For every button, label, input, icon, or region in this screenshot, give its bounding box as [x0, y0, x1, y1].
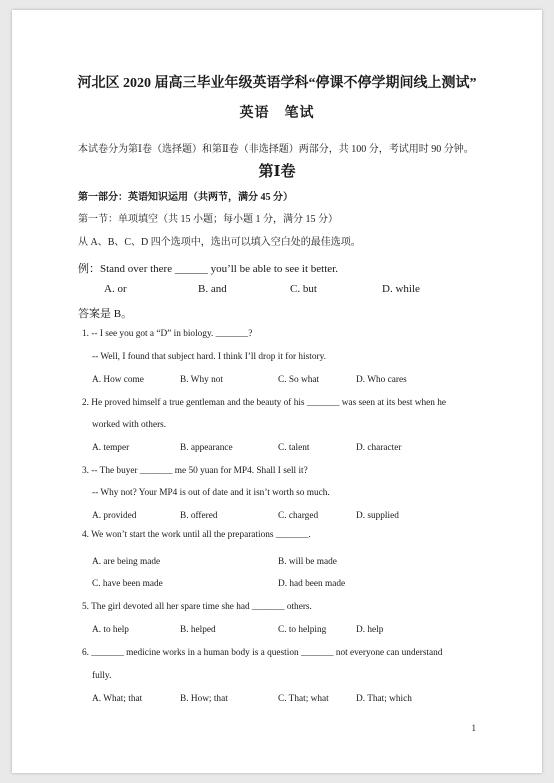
- exam-subtitle: 英语 笔试: [239, 106, 315, 121]
- exam-intro: 本试卷分为第Ⅰ卷（选择题）和第Ⅱ卷（非选择题）两部分，共 100 分，考试用时 90 分钟。: [78, 144, 474, 155]
- question-2-option-d: D. character: [356, 443, 402, 453]
- question-4-option-a: A. are being made: [92, 557, 161, 567]
- question-3-option-c: C. charged: [278, 511, 319, 521]
- example-option-c: C. but: [290, 283, 317, 295]
- question-5-option-c: C. to helping: [278, 625, 327, 635]
- question-6-option-c: C. That; what: [278, 694, 329, 704]
- question-4-option-d: D. had been made: [278, 579, 346, 589]
- question-1-option-b: B. Why not: [180, 375, 223, 385]
- question-2-option-a: A. temper: [92, 443, 130, 453]
- question-3-option-a: A. provided: [92, 511, 137, 521]
- question-5-option-d: D. help: [356, 625, 384, 635]
- question-4-line-1: 4. We won’t start the work until all the preparations _______.: [82, 530, 311, 540]
- question-1-option-d: D. Who cares: [356, 375, 407, 385]
- question-2-option-b: B. appearance: [180, 443, 233, 453]
- question-5-option-b: B. helped: [180, 625, 216, 635]
- question-2-option-c: C. talent: [278, 443, 310, 453]
- example-option-b: B. and: [198, 283, 227, 295]
- question-6-option-a: A. What; that: [92, 694, 143, 704]
- question-1-option-a: A. How come: [92, 375, 144, 385]
- part-heading: 第一部分：英语知识运用（共两节，满分 45 分）: [78, 192, 293, 203]
- question-2-line-2: worked with others.: [92, 420, 167, 430]
- section-heading: 第一节：单项填空（共 15 小题；每小题 1 分，满分 15 分）: [78, 214, 338, 225]
- page-number: 1: [471, 723, 476, 733]
- example-answer: 答案是 B。: [78, 308, 133, 320]
- question-6-line-2: fully.: [92, 671, 112, 681]
- question-4-option-b: B. will be made: [278, 557, 337, 567]
- question-1-line-2: -- Well, I found that subject hard. I think I’ll drop it for history.: [92, 352, 326, 362]
- example-option-d: D. while: [382, 283, 420, 295]
- question-6-option-d: D. That; which: [356, 694, 412, 704]
- question-3-line-1: 3. -- The buyer _______ me 50 yuan for MP4. Shall I sell it?: [82, 466, 308, 476]
- question-6-option-b: B. How; that: [180, 694, 228, 704]
- question-1-line-1: 1. -- I see you got a “D” in biology. _______?: [82, 329, 253, 339]
- question-3-line-2: -- Why not? Your MP4 is out of date and it isn’t worth so much.: [92, 488, 330, 498]
- instruction-text: 从 A、B、C、D 四个选项中，选出可以填入空白处的最佳选项。: [78, 237, 361, 248]
- example-option-a: A. or: [104, 283, 127, 295]
- example-question: 例：Stand over there ______ you’ll be able to see it better.: [78, 263, 338, 275]
- question-3-option-d: D. supplied: [356, 511, 399, 521]
- document-page: [12, 10, 542, 773]
- question-5-option-a: A. to help: [92, 625, 129, 635]
- question-2-line-1: 2. He proved himself a true gentleman and the beauty of his _______ was seen at its best when he: [82, 398, 447, 408]
- exam-title: 河北区 2020 届高三毕业年级英语学科“停课不停学期间线上测试”: [77, 76, 477, 91]
- question-6-line-1: 6. _______ medicine works in a human body is a question _______ not everyone can understand: [82, 648, 443, 658]
- question-5-line-1: 5. The girl devoted all her spare time she had _______ others.: [82, 602, 312, 612]
- question-1-option-c: C. So what: [278, 375, 320, 385]
- volume-heading: 第Ⅰ卷: [258, 164, 296, 180]
- question-4-option-c: C. have been made: [92, 579, 163, 589]
- question-3-option-b: B. offered: [180, 511, 218, 521]
